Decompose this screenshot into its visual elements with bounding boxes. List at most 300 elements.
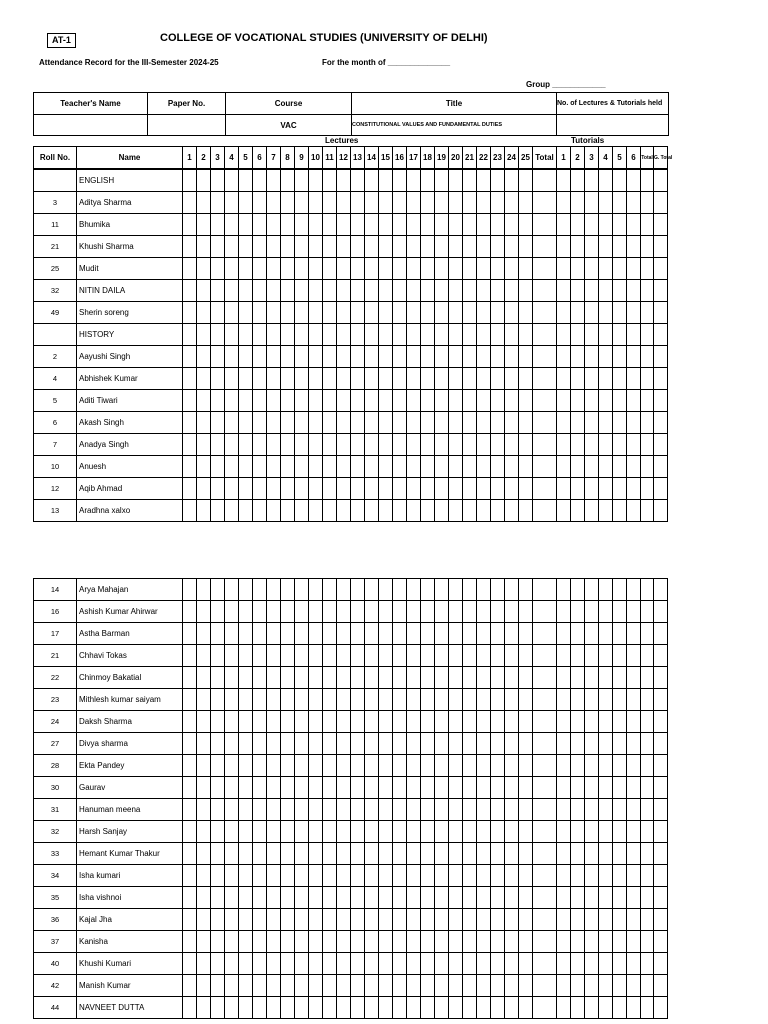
attendance-cell[interactable]: [197, 579, 211, 601]
attendance-cell[interactable]: [449, 711, 463, 733]
attendance-cell[interactable]: [435, 909, 449, 931]
attendance-cell[interactable]: [267, 909, 281, 931]
attendance-cell[interactable]: [295, 689, 309, 711]
attendance-cell[interactable]: [393, 192, 407, 214]
attendance-cell[interactable]: [654, 456, 668, 478]
attendance-cell[interactable]: [407, 579, 421, 601]
attendance-cell[interactable]: [197, 478, 211, 500]
attendance-cell[interactable]: [393, 975, 407, 997]
attendance-cell[interactable]: [463, 733, 477, 755]
attendance-cell[interactable]: [557, 645, 571, 667]
attendance-cell[interactable]: [654, 667, 668, 689]
attendance-cell[interactable]: [351, 390, 365, 412]
attendance-cell[interactable]: [365, 843, 379, 865]
attendance-cell[interactable]: [281, 390, 295, 412]
attendance-cell[interactable]: [533, 456, 557, 478]
attendance-cell[interactable]: [365, 733, 379, 755]
attendance-cell[interactable]: [365, 346, 379, 368]
attendance-cell[interactable]: [491, 667, 505, 689]
attendance-cell[interactable]: [295, 667, 309, 689]
attendance-cell[interactable]: [281, 170, 295, 192]
attendance-cell[interactable]: [379, 601, 393, 623]
attendance-cell[interactable]: [641, 390, 654, 412]
attendance-cell[interactable]: [449, 623, 463, 645]
attendance-cell[interactable]: [267, 843, 281, 865]
attendance-cell[interactable]: [239, 755, 253, 777]
attendance-cell[interactable]: [267, 953, 281, 975]
attendance-cell[interactable]: [239, 258, 253, 280]
attendance-cell[interactable]: [571, 346, 585, 368]
attendance-cell[interactable]: [599, 368, 613, 390]
attendance-cell[interactable]: [463, 843, 477, 865]
attendance-cell[interactable]: [323, 711, 337, 733]
attendance-cell[interactable]: [323, 170, 337, 192]
attendance-cell[interactable]: [519, 799, 533, 821]
attendance-cell[interactable]: [393, 601, 407, 623]
attendance-cell[interactable]: [533, 601, 557, 623]
attendance-cell[interactable]: [519, 170, 533, 192]
attendance-cell[interactable]: [183, 931, 197, 953]
attendance-cell[interactable]: [627, 711, 641, 733]
attendance-cell[interactable]: [351, 667, 365, 689]
attendance-cell[interactable]: [407, 667, 421, 689]
attendance-cell[interactable]: [463, 909, 477, 931]
attendance-cell[interactable]: [599, 412, 613, 434]
attendance-cell[interactable]: [351, 931, 365, 953]
attendance-cell[interactable]: [463, 236, 477, 258]
attendance-cell[interactable]: [585, 324, 599, 346]
attendance-cell[interactable]: [407, 390, 421, 412]
attendance-cell[interactable]: [323, 733, 337, 755]
attendance-cell[interactable]: [407, 192, 421, 214]
attendance-cell[interactable]: [641, 689, 654, 711]
attendance-cell[interactable]: [641, 975, 654, 997]
attendance-cell[interactable]: [613, 799, 627, 821]
attendance-cell[interactable]: [477, 478, 491, 500]
attendance-cell[interactable]: [505, 997, 519, 1019]
attendance-cell[interactable]: [654, 192, 668, 214]
attendance-cell[interactable]: [211, 170, 225, 192]
attendance-cell[interactable]: [253, 667, 267, 689]
attendance-cell[interactable]: [585, 601, 599, 623]
attendance-cell[interactable]: [211, 689, 225, 711]
attendance-cell[interactable]: [183, 412, 197, 434]
attendance-cell[interactable]: [585, 236, 599, 258]
attendance-cell[interactable]: [337, 623, 351, 645]
attendance-cell[interactable]: [435, 953, 449, 975]
attendance-cell[interactable]: [337, 324, 351, 346]
attendance-cell[interactable]: [407, 909, 421, 931]
attendance-cell[interactable]: [533, 843, 557, 865]
attendance-cell[interactable]: [225, 324, 239, 346]
attendance-cell[interactable]: [533, 324, 557, 346]
attendance-cell[interactable]: [641, 324, 654, 346]
attendance-cell[interactable]: [323, 909, 337, 931]
attendance-cell[interactable]: [267, 236, 281, 258]
attendance-cell[interactable]: [407, 931, 421, 953]
attendance-cell[interactable]: [197, 821, 211, 843]
attendance-cell[interactable]: [421, 390, 435, 412]
attendance-cell[interactable]: [654, 412, 668, 434]
attendance-cell[interactable]: [449, 865, 463, 887]
attendance-cell[interactable]: [477, 324, 491, 346]
attendance-cell[interactable]: [407, 500, 421, 522]
attendance-cell[interactable]: [491, 368, 505, 390]
attendance-cell[interactable]: [613, 302, 627, 324]
attendance-cell[interactable]: [505, 579, 519, 601]
attendance-cell[interactable]: [627, 214, 641, 236]
attendance-cell[interactable]: [449, 346, 463, 368]
attendance-cell[interactable]: [197, 799, 211, 821]
attendance-cell[interactable]: [337, 843, 351, 865]
attendance-cell[interactable]: [379, 500, 393, 522]
attendance-cell[interactable]: [393, 478, 407, 500]
attendance-cell[interactable]: [183, 390, 197, 412]
attendance-cell[interactable]: [225, 799, 239, 821]
attendance-cell[interactable]: [599, 280, 613, 302]
attendance-cell[interactable]: [351, 280, 365, 302]
attendance-cell[interactable]: [654, 324, 668, 346]
attendance-cell[interactable]: [599, 478, 613, 500]
attendance-cell[interactable]: [435, 711, 449, 733]
attendance-cell[interactable]: [449, 821, 463, 843]
attendance-cell[interactable]: [477, 843, 491, 865]
attendance-cell[interactable]: [533, 733, 557, 755]
attendance-cell[interactable]: [435, 170, 449, 192]
attendance-cell[interactable]: [654, 755, 668, 777]
attendance-cell[interactable]: [337, 733, 351, 755]
attendance-cell[interactable]: [599, 667, 613, 689]
attendance-cell[interactable]: [449, 500, 463, 522]
attendance-cell[interactable]: [533, 258, 557, 280]
attendance-cell[interactable]: [599, 645, 613, 667]
attendance-cell[interactable]: [641, 645, 654, 667]
attendance-cell[interactable]: [477, 412, 491, 434]
attendance-cell[interactable]: [463, 931, 477, 953]
attendance-cell[interactable]: [253, 997, 267, 1019]
attendance-cell[interactable]: [183, 975, 197, 997]
attendance-cell[interactable]: [309, 456, 323, 478]
attendance-cell[interactable]: [225, 953, 239, 975]
attendance-cell[interactable]: [379, 645, 393, 667]
attendance-cell[interactable]: [351, 909, 365, 931]
attendance-cell[interactable]: [309, 711, 323, 733]
attendance-cell[interactable]: [463, 324, 477, 346]
attendance-cell[interactable]: [407, 434, 421, 456]
attendance-cell[interactable]: [421, 170, 435, 192]
attendance-cell[interactable]: [239, 777, 253, 799]
attendance-cell[interactable]: [379, 733, 393, 755]
attendance-cell[interactable]: [351, 799, 365, 821]
attendance-cell[interactable]: [491, 478, 505, 500]
attendance-cell[interactable]: [225, 865, 239, 887]
attendance-cell[interactable]: [323, 689, 337, 711]
attendance-cell[interactable]: [435, 500, 449, 522]
attendance-cell[interactable]: [421, 909, 435, 931]
attendance-cell[interactable]: [239, 733, 253, 755]
attendance-cell[interactable]: [505, 777, 519, 799]
attendance-cell[interactable]: [379, 909, 393, 931]
attendance-cell[interactable]: [435, 478, 449, 500]
attendance-cell[interactable]: [435, 236, 449, 258]
attendance-cell[interactable]: [197, 456, 211, 478]
attendance-cell[interactable]: [557, 755, 571, 777]
attendance-cell[interactable]: [379, 755, 393, 777]
attendance-cell[interactable]: [211, 280, 225, 302]
attendance-cell[interactable]: [654, 601, 668, 623]
attendance-cell[interactable]: [239, 799, 253, 821]
attendance-cell[interactable]: [295, 434, 309, 456]
attendance-cell[interactable]: [225, 821, 239, 843]
attendance-cell[interactable]: [585, 500, 599, 522]
attendance-cell[interactable]: [393, 667, 407, 689]
attendance-cell[interactable]: [519, 302, 533, 324]
attendance-cell[interactable]: [571, 821, 585, 843]
attendance-cell[interactable]: [477, 280, 491, 302]
attendance-cell[interactable]: [295, 412, 309, 434]
attendance-cell[interactable]: [641, 887, 654, 909]
attendance-cell[interactable]: [393, 280, 407, 302]
attendance-cell[interactable]: [379, 887, 393, 909]
attendance-cell[interactable]: [225, 368, 239, 390]
attendance-cell[interactable]: [183, 368, 197, 390]
attendance-cell[interactable]: [435, 997, 449, 1019]
attendance-cell[interactable]: [599, 865, 613, 887]
attendance-cell[interactable]: [379, 192, 393, 214]
attendance-cell[interactable]: [491, 456, 505, 478]
attendance-cell[interactable]: [571, 500, 585, 522]
attendance-cell[interactable]: [627, 601, 641, 623]
attendance-cell[interactable]: [365, 931, 379, 953]
attendance-cell[interactable]: [323, 755, 337, 777]
attendance-cell[interactable]: [379, 346, 393, 368]
attendance-cell[interactable]: [267, 755, 281, 777]
attendance-cell[interactable]: [337, 456, 351, 478]
attendance-cell[interactable]: [449, 302, 463, 324]
attendance-cell[interactable]: [463, 689, 477, 711]
attendance-cell[interactable]: [505, 214, 519, 236]
attendance-cell[interactable]: [393, 931, 407, 953]
attendance-cell[interactable]: [323, 931, 337, 953]
attendance-cell[interactable]: [421, 579, 435, 601]
attendance-cell[interactable]: [197, 346, 211, 368]
attendance-cell[interactable]: [491, 258, 505, 280]
attendance-cell[interactable]: [519, 711, 533, 733]
attendance-cell[interactable]: [211, 346, 225, 368]
attendance-cell[interactable]: [627, 645, 641, 667]
attendance-cell[interactable]: [211, 909, 225, 931]
attendance-cell[interactable]: [463, 601, 477, 623]
attendance-cell[interactable]: [267, 368, 281, 390]
attendance-cell[interactable]: [463, 192, 477, 214]
attendance-cell[interactable]: [599, 711, 613, 733]
attendance-cell[interactable]: [197, 623, 211, 645]
attendance-cell[interactable]: [267, 280, 281, 302]
attendance-cell[interactable]: [505, 975, 519, 997]
attendance-cell[interactable]: [585, 412, 599, 434]
attendance-cell[interactable]: [505, 799, 519, 821]
attendance-cell[interactable]: [654, 887, 668, 909]
attendance-cell[interactable]: [281, 623, 295, 645]
attendance-cell[interactable]: [613, 777, 627, 799]
attendance-cell[interactable]: [421, 623, 435, 645]
attendance-cell[interactable]: [183, 500, 197, 522]
attendance-cell[interactable]: [491, 689, 505, 711]
attendance-cell[interactable]: [463, 412, 477, 434]
attendance-cell[interactable]: [585, 192, 599, 214]
attendance-cell[interactable]: [505, 390, 519, 412]
attendance-cell[interactable]: [379, 931, 393, 953]
attendance-cell[interactable]: [571, 799, 585, 821]
attendance-cell[interactable]: [407, 368, 421, 390]
attendance-cell[interactable]: [477, 887, 491, 909]
attendance-cell[interactable]: [641, 821, 654, 843]
attendance-cell[interactable]: [281, 865, 295, 887]
attendance-cell[interactable]: [585, 214, 599, 236]
attendance-cell[interactable]: [239, 667, 253, 689]
attendance-cell[interactable]: [295, 799, 309, 821]
attendance-cell[interactable]: [309, 434, 323, 456]
attendance-cell[interactable]: [253, 799, 267, 821]
attendance-cell[interactable]: [295, 931, 309, 953]
attendance-cell[interactable]: [421, 799, 435, 821]
attendance-cell[interactable]: [585, 645, 599, 667]
attendance-cell[interactable]: [253, 500, 267, 522]
attendance-cell[interactable]: [253, 390, 267, 412]
attendance-cell[interactable]: [211, 324, 225, 346]
attendance-cell[interactable]: [435, 302, 449, 324]
attendance-cell[interactable]: [253, 821, 267, 843]
attendance-cell[interactable]: [421, 412, 435, 434]
attendance-cell[interactable]: [627, 689, 641, 711]
attendance-cell[interactable]: [435, 865, 449, 887]
attendance-cell[interactable]: [253, 931, 267, 953]
attendance-cell[interactable]: [337, 689, 351, 711]
attendance-cell[interactable]: [463, 258, 477, 280]
attendance-cell[interactable]: [379, 214, 393, 236]
attendance-cell[interactable]: [253, 280, 267, 302]
attendance-cell[interactable]: [519, 456, 533, 478]
attendance-cell[interactable]: [463, 170, 477, 192]
attendance-cell[interactable]: [253, 434, 267, 456]
attendance-cell[interactable]: [613, 280, 627, 302]
attendance-cell[interactable]: [183, 689, 197, 711]
attendance-cell[interactable]: [407, 601, 421, 623]
attendance-cell[interactable]: [407, 997, 421, 1019]
attendance-cell[interactable]: [613, 909, 627, 931]
attendance-cell[interactable]: [557, 667, 571, 689]
attendance-cell[interactable]: [641, 865, 654, 887]
attendance-cell[interactable]: [627, 500, 641, 522]
attendance-cell[interactable]: [295, 997, 309, 1019]
attendance-cell[interactable]: [225, 645, 239, 667]
attendance-cell[interactable]: [557, 280, 571, 302]
attendance-cell[interactable]: [323, 821, 337, 843]
attendance-cell[interactable]: [641, 192, 654, 214]
attendance-cell[interactable]: [585, 368, 599, 390]
attendance-cell[interactable]: [281, 931, 295, 953]
attendance-cell[interactable]: [351, 953, 365, 975]
attendance-cell[interactable]: [323, 953, 337, 975]
attendance-cell[interactable]: [585, 953, 599, 975]
attendance-cell[interactable]: [449, 258, 463, 280]
attendance-cell[interactable]: [281, 689, 295, 711]
attendance-cell[interactable]: [309, 755, 323, 777]
attendance-cell[interactable]: [211, 579, 225, 601]
attendance-cell[interactable]: [309, 500, 323, 522]
attendance-cell[interactable]: [421, 953, 435, 975]
attendance-cell[interactable]: [295, 302, 309, 324]
attendance-cell[interactable]: [641, 302, 654, 324]
attendance-cell[interactable]: [365, 500, 379, 522]
attendance-cell[interactable]: [613, 214, 627, 236]
attendance-cell[interactable]: [491, 390, 505, 412]
attendance-cell[interactable]: [253, 909, 267, 931]
attendance-cell[interactable]: [557, 390, 571, 412]
attendance-cell[interactable]: [197, 997, 211, 1019]
attendance-cell[interactable]: [267, 865, 281, 887]
attendance-cell[interactable]: [491, 192, 505, 214]
attendance-cell[interactable]: [379, 478, 393, 500]
attendance-cell[interactable]: [239, 931, 253, 953]
attendance-cell[interactable]: [449, 689, 463, 711]
attendance-cell[interactable]: [654, 645, 668, 667]
attendance-cell[interactable]: [337, 500, 351, 522]
attendance-cell[interactable]: [337, 887, 351, 909]
attendance-cell[interactable]: [281, 579, 295, 601]
attendance-cell[interactable]: [463, 390, 477, 412]
attendance-cell[interactable]: [197, 412, 211, 434]
attendance-cell[interactable]: [309, 733, 323, 755]
attendance-cell[interactable]: [599, 755, 613, 777]
attendance-cell[interactable]: [225, 909, 239, 931]
attendance-cell[interactable]: [585, 887, 599, 909]
attendance-cell[interactable]: [365, 601, 379, 623]
attendance-cell[interactable]: [379, 975, 393, 997]
attendance-cell[interactable]: [281, 280, 295, 302]
attendance-cell[interactable]: [571, 579, 585, 601]
attendance-cell[interactable]: [211, 645, 225, 667]
attendance-cell[interactable]: [477, 390, 491, 412]
attendance-cell[interactable]: [351, 755, 365, 777]
attendance-cell[interactable]: [365, 887, 379, 909]
attendance-cell[interactable]: [309, 865, 323, 887]
attendance-cell[interactable]: [183, 478, 197, 500]
attendance-cell[interactable]: [505, 953, 519, 975]
attendance-cell[interactable]: [519, 821, 533, 843]
attendance-cell[interactable]: [477, 931, 491, 953]
attendance-cell[interactable]: [519, 601, 533, 623]
attendance-cell[interactable]: [463, 711, 477, 733]
attendance-cell[interactable]: [519, 887, 533, 909]
attendance-cell[interactable]: [351, 601, 365, 623]
attendance-cell[interactable]: [613, 821, 627, 843]
attendance-cell[interactable]: [323, 412, 337, 434]
attendance-cell[interactable]: [421, 667, 435, 689]
attendance-cell[interactable]: [599, 500, 613, 522]
attendance-cell[interactable]: [641, 997, 654, 1019]
attendance-cell[interactable]: [211, 500, 225, 522]
attendance-cell[interactable]: [557, 192, 571, 214]
attendance-cell[interactable]: [585, 931, 599, 953]
attendance-cell[interactable]: [435, 755, 449, 777]
attendance-cell[interactable]: [281, 302, 295, 324]
attendance-cell[interactable]: [407, 478, 421, 500]
attendance-cell[interactable]: [599, 456, 613, 478]
attendance-cell[interactable]: [309, 887, 323, 909]
attendance-cell[interactable]: [654, 478, 668, 500]
attendance-cell[interactable]: [393, 456, 407, 478]
